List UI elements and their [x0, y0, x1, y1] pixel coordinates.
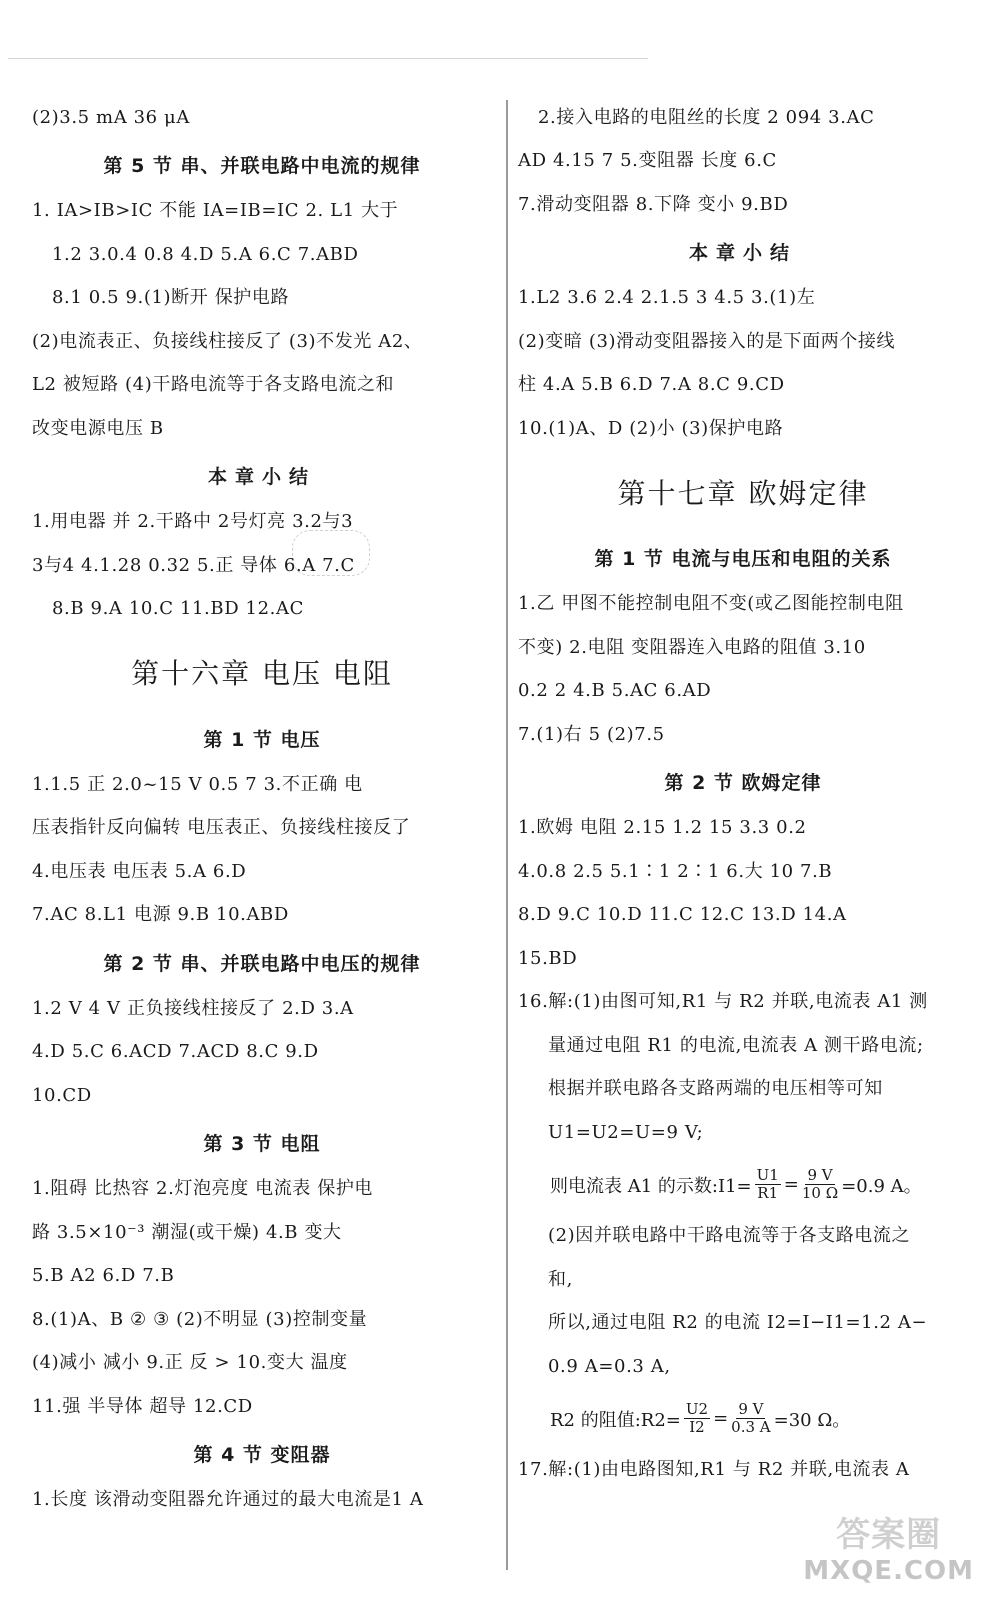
fraction-symbolic: [684, 1401, 710, 1436]
section-heading: 第 1 节 电压: [203, 728, 321, 751]
fraction-symbolic-numerator: U2: [685, 1400, 709, 1418]
right-column: [518, 96, 968, 1492]
answer-line: 1.L2 3.6 2.4 2.1.5 3 4.5 3.(1)左: [518, 287, 816, 309]
answer-line: 10.CD: [32, 1084, 92, 1106]
section-heading: 第 2 节 欧姆定律: [664, 772, 822, 794]
answer-line: 和,: [548, 1268, 573, 1290]
answer-line: 4.D 5.C 6.ACD 7.ACD 8.C 9.D: [32, 1041, 319, 1063]
answer-line: 1.用电器 并 2.干路中 2号灯亮 3.2与3: [32, 511, 354, 533]
answer-line: 4.电压表 电压表 5.A 6.D: [32, 860, 247, 882]
answer-line: 8.(1)A、B ② ③ (2)不明显 (3)控制变量: [32, 1308, 368, 1330]
answer-line: 量通过电阻 R1 的电流,电流表 A 测干路电流;: [548, 1034, 924, 1056]
answer-line: 7.滑动变阻器 8.下降 变小 9.BD: [518, 193, 789, 215]
answer-line: 10.(1)A、D (2)小 (3)保护电路: [518, 417, 784, 439]
section-heading: 第 4 节 变阻器: [193, 1444, 331, 1466]
section-heading: 第 1 节 电流与电压和电阻的关系: [594, 548, 892, 570]
answer-line: 1.1.5 正 2.0~15 V 0.5 7 3.不正确 电: [32, 773, 363, 795]
fraction-numeric-denominator: 10 Ω: [801, 1184, 839, 1202]
answer-line: 1.长度 该滑动变阻器允许通过的最大电流是1 A: [32, 1489, 424, 1511]
answer-line: (2)电流表正、负接线柱接反了 (3)不发光 A2、: [32, 330, 423, 352]
column-divider: [506, 100, 508, 1570]
formula-prefix: R2 的阻值:R2=: [550, 1409, 681, 1431]
fraction-symbolic: [755, 1167, 781, 1202]
answer-line: 0.9 A=0.3 A,: [548, 1355, 671, 1377]
formula1: [518, 1155, 968, 1215]
fraction-numeric-numerator: 9 V: [738, 1400, 764, 1418]
watermark: [803, 1507, 974, 1586]
formula-result: =30 Ω。: [773, 1409, 851, 1431]
answer-line: 7.AC 8.L1 电源 9.B 10.ABD: [32, 904, 289, 926]
answer-line: (4)减小 减小 9.正 反 > 10.变大 温度: [32, 1352, 348, 1374]
answer-line: 3与4 4.1.28 0.32 5.正 导体 6.A 7.C: [32, 554, 355, 576]
answer-line: 1. IA>IB>IC 不能 IA=IB=IC 2. L1 大于: [32, 200, 399, 222]
chapter-title: 第十七章 欧姆定律: [617, 476, 869, 510]
answer-line: 1.2 3.0.4 0.8 4.D 5.A 6.C 7.ABD: [52, 243, 359, 265]
answer-line: 8.B 9.A 10.C 11.BD 12.AC: [52, 598, 304, 620]
watermark-site: MXQE.COM: [803, 1556, 974, 1586]
answer-line: 1.欧姆 电阻 2.15 1.2 15 3.3 0.2: [518, 817, 807, 839]
answer-line: (2)因并联电路中干路电流等于各支路电流之: [548, 1225, 911, 1247]
answer-line: 不变) 2.电阻 变阻器连入电路的阻值 3.10: [518, 636, 866, 658]
fraction-symbolic-numerator: U1: [756, 1166, 779, 1184]
answer-line: 柱 4.A 5.B 6.D 7.A 8.C 9.CD: [518, 374, 785, 396]
formula2: [518, 1389, 968, 1449]
answer-line: 1.乙 甲图不能控制电阻不变(或乙图能控制电阻: [518, 593, 904, 615]
section-heading: 第 2 节 串、并联电路中电压的规律: [103, 952, 421, 975]
answer-line: 5.B A2 6.D 7.B: [32, 1265, 175, 1287]
answer-line: 1.2 V 4 V 正负接线柱接反了 2.D 3.A: [32, 997, 354, 1019]
answer-line: 11.强 半导体 超导 12.CD: [32, 1395, 253, 1417]
fraction-numeric-denominator: 0.3 A: [731, 1418, 771, 1436]
section-heading: 本章小结: [688, 242, 797, 264]
answer-line: 2.接入电路的电阻丝的长度 2 094 3.AC: [538, 106, 875, 128]
answer-line: 15.BD: [518, 947, 578, 969]
top-rule: [8, 58, 648, 59]
fraction-numeric-numerator: 9 V: [807, 1166, 833, 1184]
answer-line: 16.解:(1)由图可知,R1 与 R2 并联,电流表 A1 测: [518, 991, 928, 1013]
answer-line: 8.D 9.C 10.D 11.C 12.C 13.D 14.A: [518, 904, 847, 926]
formula-result: =0.9 A。: [841, 1175, 922, 1197]
section-heading: 第 5 节 串、并联电路中电流的规律: [103, 155, 421, 177]
fraction-symbolic-denominator: I2: [689, 1418, 705, 1436]
answer-line: 1.阻碍 比热容 2.灯泡亮度 电流表 保护电: [32, 1178, 374, 1200]
section-heading: 第 3 节 电阻: [203, 1133, 321, 1155]
formula-equals: =: [713, 1408, 729, 1429]
formula-equals: =: [783, 1174, 799, 1195]
answer-line: 路 3.5×10⁻³ 潮湿(或干燥) 4.B 变大: [32, 1221, 342, 1243]
section-heading: 本章小结: [207, 466, 316, 488]
answer-line: 0.2 2 4.B 5.AC 6.AD: [518, 680, 712, 702]
answer-line: 17.解:(1)由电路图知,R1 与 R2 并联,电流表 A: [518, 1459, 910, 1481]
watermark-logo: 答案圈: [836, 1515, 942, 1555]
fraction-symbolic-denominator: R1: [757, 1184, 779, 1202]
answer-line: L2 被短路 (4)干路电流等于各支路电流之和: [32, 374, 395, 396]
answer-line: 所以,通过电阻 R2 的电流 I2=I−I1=1.2 A−: [548, 1312, 928, 1334]
left-column: [32, 96, 492, 1522]
answer-line: 4.0.8 2.5 5.1∶1 2∶1 6.大 10 7.B: [518, 860, 833, 882]
answer-line: 改变电源电压 B: [32, 417, 164, 439]
formula-prefix: 则电流表 A1 的示数:I1=: [550, 1175, 752, 1197]
answer-line: U1=U2=U=9 V;: [548, 1121, 704, 1143]
answer-line: 压表指针反向偏转 电压表正、负接线柱接反了: [32, 817, 411, 839]
fraction-numeric: [802, 1167, 838, 1202]
answer-line: 7.(1)右 5 (2)7.5: [518, 723, 665, 745]
chapter-title: 第十六章 电压 电阻: [131, 657, 393, 690]
fraction-numeric: [731, 1401, 770, 1436]
answer-line: AD 4.15 7 5.变阻器 长度 6.C: [518, 150, 777, 172]
answer-line: 8.1 0.5 9.(1)断开 保护电路: [52, 287, 290, 309]
answer-line: (2)3.5 mA 36 μA: [32, 106, 190, 128]
answer-line: 根据并联电路各支路两端的电压相等可知: [548, 1078, 883, 1100]
answer-line: (2)变暗 (3)滑动变阻器接入的是下面两个接线: [518, 330, 896, 352]
